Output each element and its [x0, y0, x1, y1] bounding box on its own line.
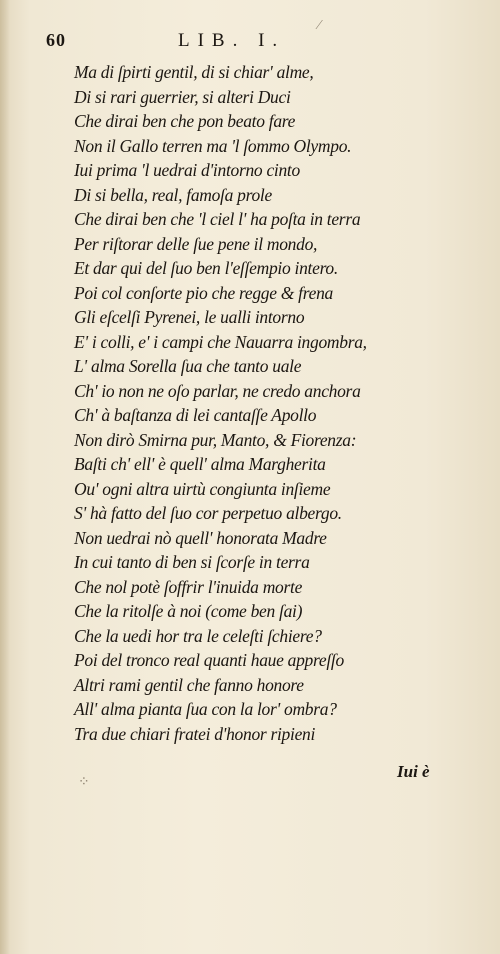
verse-line: Et dar qui del ſuo ben l'eſſempio intero. — [74, 258, 338, 278]
verse-line: Non dirò Smirna pur, Manto, & Fiorenza: — [74, 429, 357, 450]
folio-number: 60 — [46, 30, 66, 50]
verse-list — [74, 60, 444, 746]
running-head: LIB. I. — [178, 30, 286, 51]
verse-line: Non il Gallo terren ma 'l ſommo Olympo. — [74, 135, 352, 156]
verse-line: L' alma Sorella ſua che tanto uale — [74, 356, 302, 376]
verse-line: Baſti ch' ell' è quell' alma Margherita — [74, 454, 326, 474]
verse-line: Gli eſcelſi Pyrenei, le ualli intorno — [74, 307, 305, 327]
verse-line: In cui tanto di ben si ſcorſe in terra — [74, 552, 310, 572]
verse-line: Di si rari guerrier, si alteri Duci — [74, 86, 291, 107]
verse-line: S' hà fatto del ſuo cor perpetuo albergo. — [74, 503, 342, 523]
ink-mark: ⁘ — [78, 775, 90, 790]
verse-line: Non uedrai nò quell' honorata Madre — [74, 527, 327, 548]
verse-line: Che la ritolſe à noi (come ben ſai) — [74, 601, 303, 621]
verse-line: Che la uedi hor tra le celeſti ſchiere? — [74, 625, 322, 646]
verse-line: Poi del tronco real quanti haue appreſſo — [74, 650, 344, 670]
catchword: Iui è — [397, 762, 430, 781]
verse-line: Ch' à baſtanza di lei cantaſſe Apollo — [74, 405, 317, 425]
verse-line: Ch' io non ne oſo parlar, ne credo anchora — [74, 380, 361, 401]
verse-line: Poi col conſorte pio che regge & frena — [74, 282, 333, 303]
verse-line: Di si bella, real, famoſa prole — [74, 184, 272, 205]
verse-line: Tra due chiari fratei d'honor ripieni — [74, 723, 316, 744]
verse-line: Altri rami gentil che fanno honore — [74, 674, 304, 695]
page-gutter-shadow — [0, 0, 10, 954]
verse-line: Che nol potè ſoffrir l'inuida morte — [74, 576, 303, 597]
verse-line: Ma di ſpirti gentil, di si chiar' alme, — [74, 62, 314, 82]
verse-line: Per riſtorar delle ſue pene il mondo, — [74, 233, 318, 254]
verse-line: E' i colli, e' i campi che Nauarra ingombra, — [74, 331, 367, 352]
verse-line: Che dirai ben che pon beato fare — [74, 111, 296, 131]
verse-line: Iui prima 'l uedrai d'intorno cinto — [74, 160, 300, 180]
verse-line: All' alma pianta ſua con la lor' ombra? — [74, 699, 337, 719]
ink-mark: ⁄ — [318, 18, 321, 33]
verse-line: Ou' ogni altra uirtù congiunta inſieme — [74, 478, 331, 499]
verse-line: Che dirai ben che 'l ciel l' ha poſta in terra — [74, 209, 361, 229]
